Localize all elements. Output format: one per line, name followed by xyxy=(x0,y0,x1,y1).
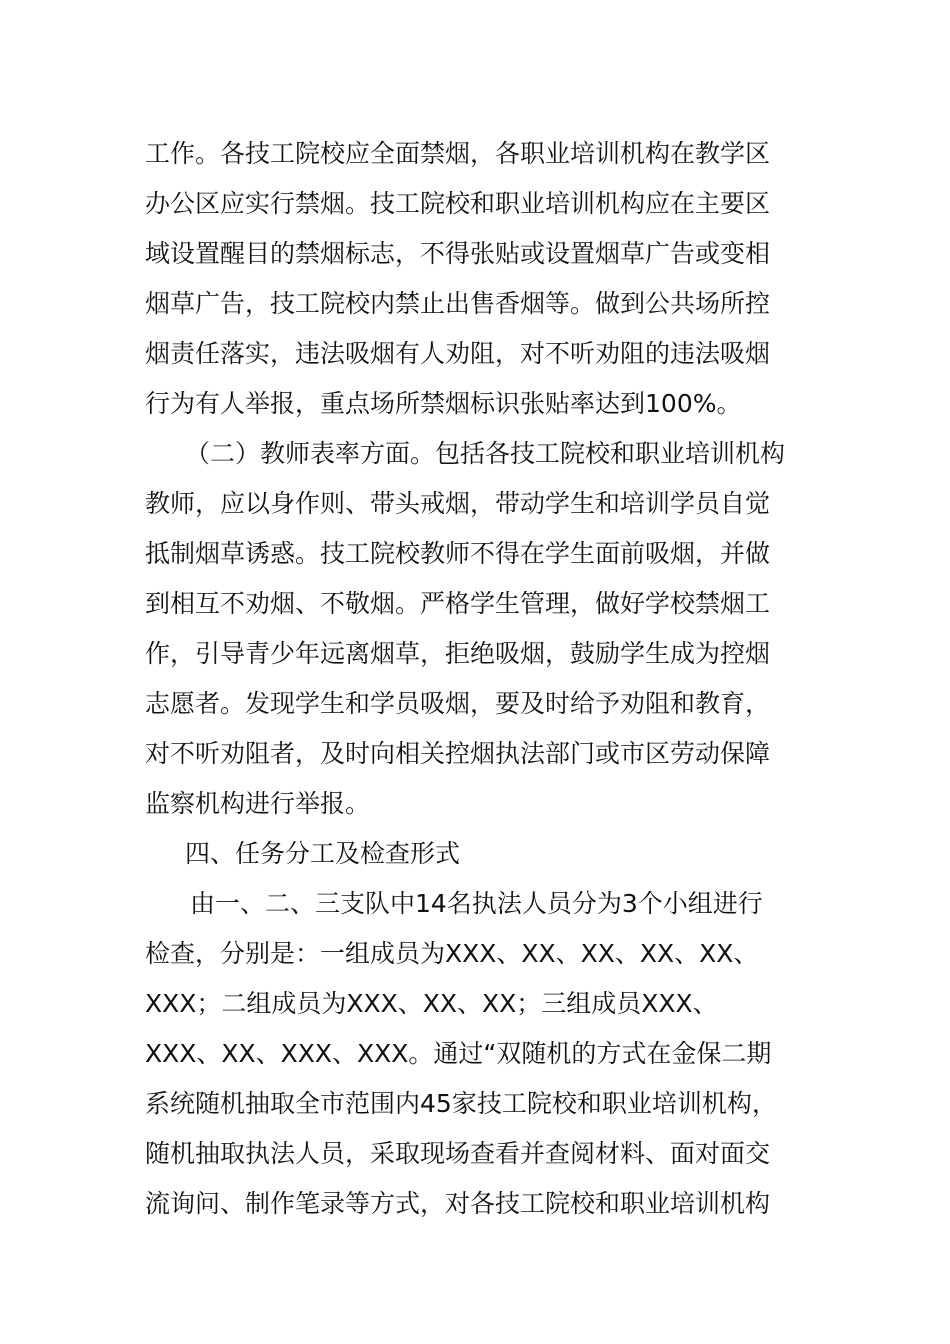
text-line-18: XXX；二组成员为XXX、XX、XX；三组成员XXX、 xyxy=(145,989,718,1018)
section-2-first-line: （二）教师表率方面。包括各技工院校和职业培训机构 xyxy=(185,439,786,468)
text-line-6: 行为有人举报，重点场所禁烟标识张贴率达到100%。 xyxy=(145,389,742,418)
text-line-10: 到相互不劝烟、不敬烟。严格学生管理，做好学校禁烟工 xyxy=(145,589,771,618)
text-line-9: 抵制烟草诱惑。技工院校教师不得在学生面前吸烟，并做 xyxy=(145,539,771,568)
text-line-17: 检查，分别是：一组成员为XXX、XX、XX、XX、XX、 xyxy=(145,939,759,968)
text-line-4: 烟草广告，技工院校内禁止出售香烟等。做到公共场所控 xyxy=(145,289,771,318)
text-line-5: 烟责任落实，违法吸烟有人劝阻，对不听劝阻的违法吸烟 xyxy=(145,339,771,368)
text-line-2: 办公区应实行禁烟。技工院校和职业培训机构应在主要区 xyxy=(145,189,771,218)
text-line-12: 志愿者。发现学生和学员吸烟，要及时给予劝阻和教育， xyxy=(145,689,771,718)
text-line-13: 对不听劝阻者，及时向相关控烟执法部门或市区劳动保障 xyxy=(145,739,771,768)
text-line-19: XXX、XX、XXX、XXX。通过“双随机的方式在金保二期 xyxy=(145,1039,772,1068)
section-4-first-line: 由一、二、三支队中14名执法人员分为3个小组进行 xyxy=(190,889,763,918)
text-line-11: 作，引导青少年远离烟草，拒绝吸烟，鼓励学生成为控烟 xyxy=(145,639,771,668)
text-line-3: 域设置醒目的禁烟标志，不得张贴或设置烟草广告或变相 xyxy=(145,239,771,268)
text-line-1: 工作。各技工院校应全面禁烟，各职业培训机构在教学区 xyxy=(145,139,771,168)
text-line-20: 系统随机抽取全市范围内45家技工院校和职业培训机构， xyxy=(145,1089,777,1118)
text-line-22: 流询问、制作笔录等方式，对各技工院校和职业培训机构 xyxy=(145,1189,771,1218)
text-line-21: 随机抽取执法人员，采取现场查看并查阅材料、面对面交 xyxy=(145,1139,771,1168)
text-line-8: 教师，应以身作则、带头戒烟，带动学生和培训学员自觉 xyxy=(145,489,771,518)
section-heading: 四、任务分工及检查形式 xyxy=(185,839,461,868)
text-line-14: 监察机构进行举报。 xyxy=(145,789,371,818)
